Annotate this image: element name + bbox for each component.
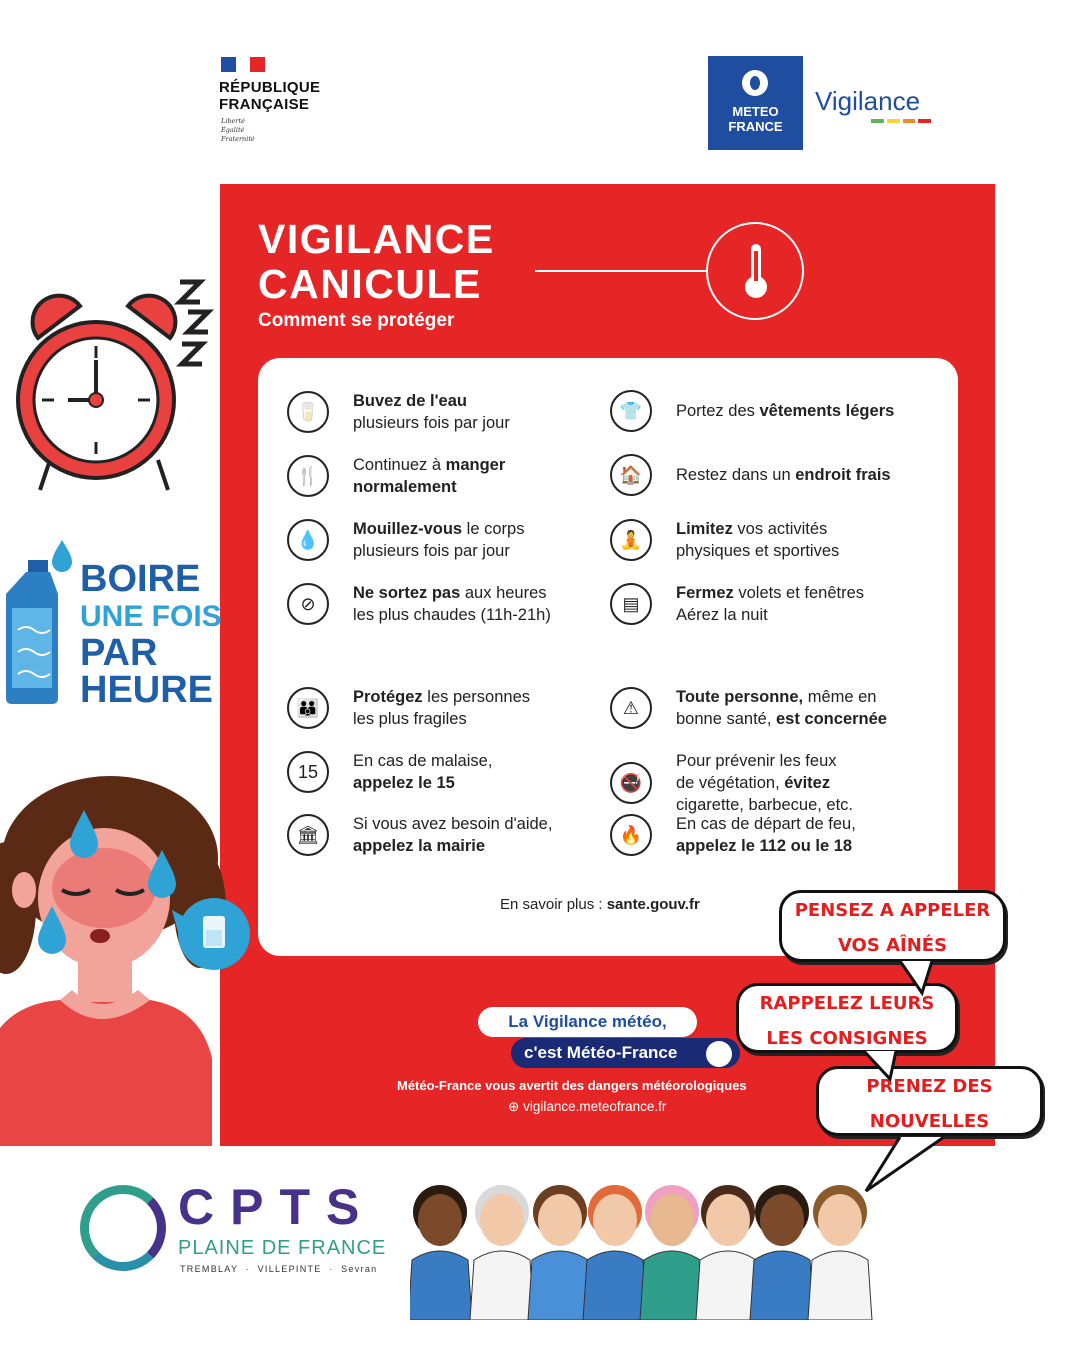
tip-text: Buvez de l'eau plusieurs fois par jour <box>353 392 510 432</box>
tip-left-6 <box>287 813 552 857</box>
alarm-clock-icon <box>10 268 220 498</box>
tip-text: Continuez à manger normalement <box>353 456 506 496</box>
boire-message: BOIRE UNE FOIS PAR HEURE <box>80 558 222 711</box>
speech-bubble-get-news: PRENEZ DES NOUVELLES <box>816 1066 1043 1136</box>
tip-text: En cas de malaise, appelez le 15 <box>353 752 493 792</box>
overheated-woman-illustration <box>0 768 250 1146</box>
staff-body <box>583 1251 647 1320</box>
vigilance-pill-line2: c'est Météo-France <box>511 1038 740 1068</box>
vigilance-website-label: vigilance.meteofrance.fr <box>523 1099 667 1114</box>
tip-left-4 <box>287 686 530 730</box>
tip-left-1 <box>287 454 505 498</box>
tip-text: Ne sortez pas aux heures les plus chaudes (11h-21h) <box>353 584 551 624</box>
staff-body <box>640 1251 704 1320</box>
tip-text: Limitez vos activités physiques et sportives <box>676 520 840 560</box>
tip-right-1 <box>610 454 891 496</box>
cpts-subtitle: PLAINE DE FRANCE <box>178 1237 387 1259</box>
meteo-france-logo <box>708 56 803 150</box>
learn-more-link[interactable]: sante.gouv.fr <box>606 896 700 913</box>
staff-body <box>808 1251 872 1320</box>
cpts-towns: TREMBLAY · VILLEPINTE · Sevran <box>180 1264 378 1274</box>
staff-body <box>470 1251 534 1320</box>
tip-right-0 <box>610 390 894 432</box>
staff-body <box>528 1251 592 1320</box>
republique-francaise-flag <box>221 57 265 72</box>
meteo-france-logo-text: METEO FRANCE <box>728 104 783 134</box>
tip-left-3 <box>287 582 551 626</box>
learn-more-label: En savoir plus : <box>500 896 607 913</box>
staff-head <box>538 1194 582 1246</box>
republique-francaise-name: RÉPUBLIQUE FRANÇAISE <box>219 79 321 113</box>
staff-head <box>418 1194 462 1246</box>
medical-staff-illustration <box>410 1150 900 1320</box>
tshirt-icon: 👕 <box>610 390 652 432</box>
vigilance-word: Vigilance <box>815 86 921 116</box>
learn-more <box>500 896 700 913</box>
tips-card <box>258 358 958 956</box>
vigilance-website[interactable] <box>508 1099 666 1115</box>
phone-15-icon: 15 <box>287 751 329 793</box>
tip-left-0 <box>287 390 510 434</box>
staff-head <box>760 1194 804 1246</box>
no-fire-icon: 🚭 <box>610 762 652 804</box>
tip-right-5 <box>610 750 853 816</box>
pill-toggle-dot <box>706 1041 732 1067</box>
thermometer-icon <box>706 222 804 320</box>
warning-icon: ⚠ <box>610 687 652 729</box>
tip-left-5 <box>287 750 492 794</box>
tip-text: Pour prévenir les feux de végétation, évitez cigarette, barbecue, etc. <box>676 752 854 814</box>
meteo-warning-text: Météo-France vous avertit des dangers météorologiques <box>397 1078 747 1093</box>
globe-icon: ⊕ <box>508 1099 520 1114</box>
tip-text: Restez dans un endroit frais <box>676 466 891 484</box>
tip-right-6 <box>610 813 856 857</box>
tip-right-2 <box>610 518 839 562</box>
title-divider-line <box>535 270 707 272</box>
speech-bubble-remind-instructions: RAPPELEZ LEURS LES CONSIGNES <box>736 983 958 1053</box>
tip-text: En cas de départ de feu, appelez le 112 ou le 18 <box>676 815 856 855</box>
tip-text: Portez des vêtements légers <box>676 402 895 420</box>
cutlery-icon: 🍴 <box>287 455 329 497</box>
republique-francaise-motto: Liberté Égalité Fraternité <box>221 117 255 143</box>
staff-head <box>593 1194 637 1246</box>
tip-right-3 <box>610 582 864 626</box>
vigilance-color-bar <box>871 119 931 123</box>
tip-left-2 <box>287 518 524 562</box>
water-bottle-icon <box>4 538 76 706</box>
poster-title: VIGILANCE CANICULE <box>258 216 495 307</box>
tip-text: Fermez volets et fenêtres Aérez la nuit <box>676 584 865 624</box>
water-jug-icon: 🥛 <box>287 391 329 433</box>
staff-head <box>480 1194 524 1246</box>
cpts-logo-icon <box>80 1185 166 1271</box>
staff-head <box>650 1194 694 1246</box>
tip-text: Toute personne, même en bonne santé, est concernée <box>676 688 887 728</box>
tip-text: Mouillez-vous le corps plusieurs fois par jour <box>353 520 525 560</box>
town-hall-icon: 🏛 <box>287 814 329 856</box>
cpts-title: CPTS <box>178 1179 376 1235</box>
spray-bottle-icon: 💧 <box>287 519 329 561</box>
fire-extinguisher-icon: 🔥 <box>610 814 652 856</box>
vigilance-pill-line1: La Vigilance météo, <box>478 1007 697 1037</box>
staff-head <box>706 1194 750 1246</box>
speech-bubble-call-elders: PENSEZ A APPELER VOS AÎNÉS <box>779 890 1006 962</box>
staff-body <box>750 1251 814 1320</box>
poster-subtitle: Comment se protéger <box>258 310 455 331</box>
shutters-icon: ▤ <box>610 583 652 625</box>
staff-body <box>410 1251 472 1320</box>
staff-head <box>818 1194 862 1246</box>
meditation-icon: 🧘 <box>610 519 652 561</box>
cool-house-icon: 🏠 <box>610 454 652 496</box>
meteo-france-icon <box>742 70 768 96</box>
tip-right-4 <box>610 686 887 730</box>
no-go-out-icon: ⊘ <box>287 583 329 625</box>
tip-text: Si vous avez besoin d'aide, appelez la mairie <box>353 815 553 855</box>
protect-people-icon: 👪 <box>287 687 329 729</box>
tip-text: Protégez les personnes les plus fragiles <box>353 688 531 728</box>
